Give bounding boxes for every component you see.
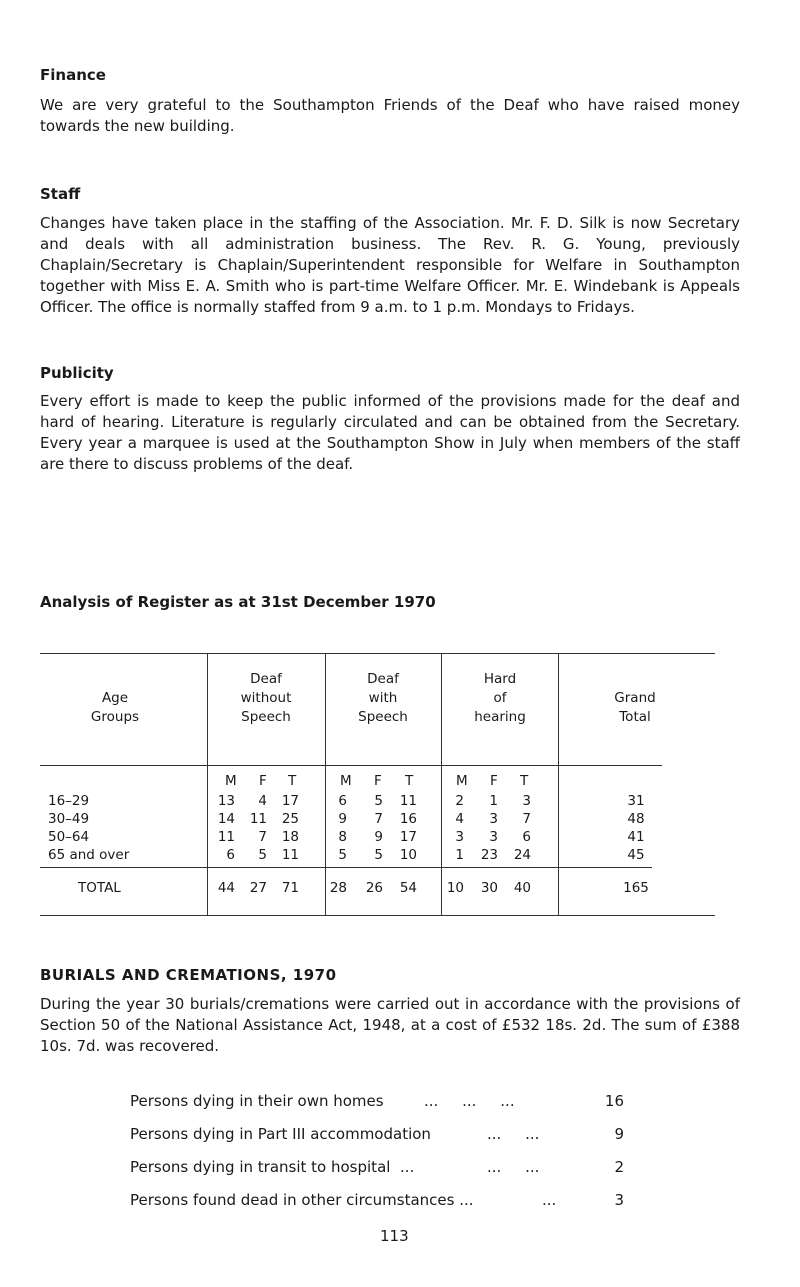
cell: 1: [455, 847, 464, 863]
header-line: without: [240, 690, 292, 706]
list-item-label: Persons dying in Part III accommodation: [130, 1125, 431, 1143]
total-label: TOTAL: [78, 880, 121, 896]
header-age-groups: [60, 689, 170, 727]
table-top-rule: [40, 653, 715, 654]
cell: 5: [258, 847, 267, 863]
leader-dots: ... ...: [487, 1125, 540, 1143]
list-item-label: Persons found dead in other circumstances ...: [130, 1191, 474, 1209]
cell: 3: [455, 829, 464, 845]
header-deaf-with-speech: [326, 670, 440, 727]
header-line: Speech: [358, 709, 408, 725]
header-line: with: [368, 690, 398, 706]
row-grand-total: 41: [627, 829, 645, 845]
table-header-rule: [40, 765, 662, 766]
cell: 30: [480, 880, 498, 896]
cell: 11: [249, 811, 267, 827]
cell: 5: [374, 847, 383, 863]
cell: 11: [217, 829, 235, 845]
cell: 8: [338, 829, 347, 845]
header-deaf-without-speech: [208, 670, 324, 727]
table-divider-4: [558, 653, 559, 915]
cell: 25: [281, 811, 299, 827]
cell: 14: [217, 811, 235, 827]
cell: 16: [399, 811, 417, 827]
subheader-f: F: [259, 773, 267, 789]
cell: 4: [258, 793, 267, 809]
subheader-f: F: [490, 773, 498, 789]
cell: 5: [338, 847, 347, 863]
header-line: Speech: [241, 709, 291, 725]
subheader-m: M: [225, 773, 237, 789]
cell: 7: [522, 811, 531, 827]
cell: 7: [374, 811, 383, 827]
subheader-f: F: [374, 773, 382, 789]
row-label: 50–64: [48, 829, 90, 845]
header-line: of: [493, 690, 507, 706]
cell: 3: [489, 811, 498, 827]
cell: 54: [399, 880, 417, 896]
burials-heading: BURIALS AND CREMATIONS, 1970: [40, 966, 337, 984]
list-item-value: 2: [614, 1158, 624, 1176]
header-line: Deaf: [367, 671, 399, 687]
cell: 40: [513, 880, 531, 896]
cell: 9: [374, 829, 383, 845]
cell: 71: [281, 880, 299, 896]
cell: 11: [281, 847, 299, 863]
cell: 7: [258, 829, 267, 845]
cell: 10: [399, 847, 417, 863]
header-hard-of-hearing: [442, 670, 558, 727]
cell: 10: [446, 880, 464, 896]
row-label: 65 and over: [48, 847, 130, 863]
row-grand-total: 31: [627, 793, 645, 809]
subheader-m: M: [456, 773, 468, 789]
publicity-paragraph: Every effort is made to keep the public informed of the provisions made for the deaf and hard of hearing. Literature is regularly circulated and can be obtained from the Secretary. Every year a marquee is used at the Southampton Show in July when members of the staff are there to discuss problems of the deaf.: [40, 392, 740, 473]
subheader-m: M: [340, 773, 352, 789]
list-item-label: Persons dying in transit to hospital ...: [130, 1158, 415, 1176]
staff-paragraph: Changes have taken place in the staffing of the Association. Mr. F. D. Silk is now Secretary and deals with all administration business. The Rev. R. G. Young, previously Chaplain/Secretary is Chaplain/Superintendent responsible for Welfare in Southampton together with Miss E. A. Smith who is part-time Welfare Officer. Mr. E. Windebank is Appeals Officer. The office is normally staffed from 9 a.m. to 1 p.m. Mondays to Fridays.: [40, 214, 740, 316]
leader-dots: ... ...: [487, 1158, 540, 1176]
header-line: Grand: [614, 690, 656, 706]
finance-heading: Finance: [40, 66, 106, 84]
cell: 24: [513, 847, 531, 863]
publicity-heading: Publicity: [40, 364, 114, 382]
header-line: Groups: [90, 709, 140, 725]
subheader-t: T: [405, 773, 414, 789]
table-bottom-rule: [40, 915, 715, 916]
cell: 2: [455, 793, 464, 809]
cell: 6: [226, 847, 235, 863]
list-item-value: 3: [614, 1191, 624, 1209]
cell: 6: [522, 829, 531, 845]
cell: 11: [399, 793, 417, 809]
cell: 6: [338, 793, 347, 809]
list-item-label: Persons dying in their own homes: [130, 1092, 384, 1110]
cell: 23: [480, 847, 498, 863]
total-grand-total: 165: [623, 880, 649, 896]
list-item-value: 9: [614, 1125, 624, 1143]
burials-paragraph: During the year 30 burials/cremations were carried out in accordance with the provisions of Section 50 of the National Assistance Act, 1948, at a cost of £532 18s. 2d. The sum of £388 10s. 7d. was recovered.: [40, 995, 740, 1055]
cell: 5: [374, 793, 383, 809]
page-number: 113: [380, 1227, 409, 1245]
cell: 3: [489, 829, 498, 845]
header-grand-total: [560, 689, 710, 727]
cell: 9: [338, 811, 347, 827]
cell: 44: [217, 880, 235, 896]
cell: 3: [522, 793, 531, 809]
leader-dots: ...: [542, 1191, 557, 1209]
cell: 18: [281, 829, 299, 845]
list-item-value: 16: [604, 1092, 624, 1110]
leader-dots: ... ... ...: [424, 1092, 515, 1110]
header-line: Age: [101, 690, 129, 706]
register-heading: Analysis of Register as at 31st December 1970: [40, 593, 436, 611]
cell: 1: [489, 793, 498, 809]
row-label: 16–29: [48, 793, 90, 809]
row-label: 30–49: [48, 811, 90, 827]
header-line: hearing: [474, 709, 526, 725]
header-line: Hard: [483, 671, 517, 687]
subheader-t: T: [288, 773, 297, 789]
cell: 13: [217, 793, 235, 809]
cell: 26: [365, 880, 383, 896]
cell: 4: [455, 811, 464, 827]
table-total-rule: [40, 867, 652, 868]
staff-heading: Staff: [40, 185, 81, 203]
row-grand-total: 48: [627, 811, 645, 827]
header-line: Deaf: [250, 671, 282, 687]
cell: 28: [329, 880, 347, 896]
subheader-t: T: [520, 773, 529, 789]
cell: 17: [399, 829, 417, 845]
finance-paragraph: We are very grateful to the Southampton Friends of the Deaf who have raised money towards the new building.: [40, 96, 740, 135]
cell: 27: [249, 880, 267, 896]
cell: 17: [281, 793, 299, 809]
row-grand-total: 45: [627, 847, 645, 863]
header-line: Total: [619, 709, 651, 725]
